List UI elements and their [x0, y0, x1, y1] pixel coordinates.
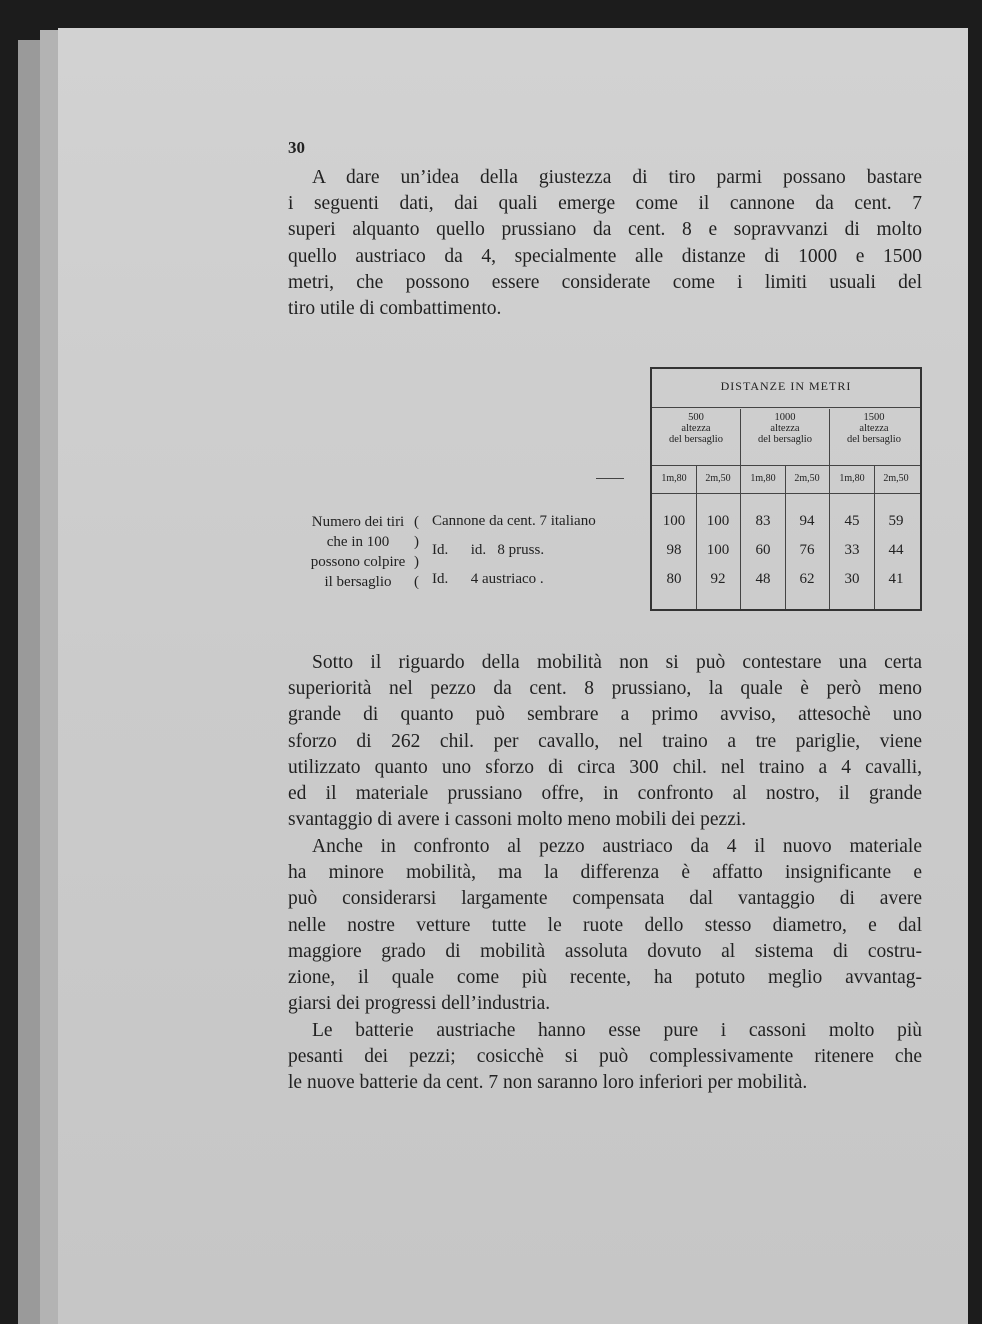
table-top-rule: [652, 367, 920, 369]
text-line: ha minore mobilità, ma la differenza è affatto insignificante e: [288, 862, 922, 884]
text-line: sforzo di 262 chil. per cavallo, nel traino a tre pariglie, viene: [288, 730, 922, 752]
text-line: le nuove batterie da cent. 7 non saranno loro inferiori per mobilità.: [288, 1072, 808, 1094]
table-cell: 44: [888, 542, 904, 558]
text-line: svantaggio di avere i cassoni molto meno mobili dei pezzi.: [288, 809, 747, 831]
table-cell: 100: [706, 513, 730, 529]
table-cell: 100: [662, 513, 686, 529]
target-height: 2m,50: [705, 473, 731, 484]
table-cell: 80: [666, 571, 682, 587]
table-cell: 98: [666, 542, 682, 558]
table-rule: [652, 493, 920, 494]
text-line: superiorità nel pezzo da cent. 8 prussiano, la quale è però meno: [288, 678, 922, 700]
text-line: Anche in confronto al pezzo austriaco da 4 il nuovo materiale: [312, 836, 922, 857]
text-line: ed il materiale prussiano offre, in confronto al nostro, il grande: [288, 783, 922, 805]
gun-label: Id. 4 austriaco .: [432, 571, 544, 587]
text-line: i seguenti dati, dai quali emerge come il cannone da cent. 7: [288, 193, 922, 215]
text-line: pesanti dei pezzi; cosicchè si può complessivamente ritenere che: [288, 1046, 922, 1068]
gun-label: Cannone da cent. 7 italiano: [432, 513, 596, 529]
accuracy-table: [650, 367, 922, 611]
table-cell: 100: [706, 542, 730, 558]
text-line: zione, il quale come più recente, ha potuto meglio avvantag-: [288, 967, 922, 989]
table-cell: 76: [799, 542, 815, 558]
table-cell: 30: [844, 571, 860, 587]
brace-mark: ( ) ) (: [414, 514, 419, 590]
table-cell: 41: [888, 571, 904, 587]
table-rule: [652, 407, 920, 408]
text-line: A dare un’idea della giustezza di tiro parmi possano bastare: [312, 167, 922, 188]
text-line: metri, che possono essere considerate come i limiti usuali del: [288, 271, 922, 293]
gun-label: Id. id. 8 pruss.: [432, 542, 545, 558]
table-cell: 60: [755, 542, 771, 558]
target-height: 1m,80: [750, 473, 776, 484]
table-rule: [652, 465, 920, 466]
distance-header-500: 500 altezza del bersaglio: [669, 412, 723, 445]
target-height: 2m,50: [794, 473, 820, 484]
target-height: 1m,80: [661, 473, 687, 484]
text-line: Le batterie austriache hanno esse pure i cassoni molto più: [312, 1020, 922, 1041]
text-line: grande di quanto può sembrare a primo avviso, attesochè uno: [288, 704, 922, 726]
table-cell: 33: [844, 542, 860, 558]
text-line: giarsi dei progressi dell’industria.: [288, 993, 551, 1015]
row-group-label: Numero dei tiri che in 100 possono colpire il bersaglio: [310, 514, 406, 590]
target-height: 2m,50: [883, 473, 909, 484]
target-height: 1m,80: [839, 473, 865, 484]
text-line: nelle nostre vetture tutte le ruote dello stesso diametro, e dal: [288, 914, 922, 936]
paragraph-mobility: [288, 650, 922, 833]
table-dash: [596, 478, 624, 479]
table-cell: 94: [799, 513, 815, 529]
text-line: quello austriaco da 4, specialmente alle distanze di 1000 e 1500: [288, 245, 922, 267]
distance-header-1500: 1500 altezza del bersaglio: [847, 412, 901, 445]
text-line: utilizzato quanto uno sforzo di circa 300 chil. nel traino a 4 cavalli,: [288, 756, 922, 778]
table-cell: 83: [755, 513, 771, 529]
table-cell: 45: [844, 513, 860, 529]
page-number: 30: [288, 138, 305, 157]
text-line: superi alquanto quello prussiano da cent. 8 e sopravvanzi di molto: [288, 219, 922, 241]
table-cell: 92: [710, 571, 726, 587]
text-line: Sotto il riguardo della mobilità non si può contestare una certa: [312, 652, 922, 673]
table-title: DISTANZE IN METRI: [720, 379, 852, 393]
text-line: può considerarsi largamente compensata dal vantaggio di avere: [288, 888, 922, 910]
table-cell: 48: [755, 571, 771, 587]
text-line: tiro utile di combattimento.: [288, 298, 502, 320]
paragraph-batteries: [288, 1018, 922, 1097]
paragraph-intro: [288, 165, 922, 322]
table-cell: 62: [799, 571, 815, 587]
table-cell: 59: [888, 513, 904, 529]
paragraph-austrian: [288, 834, 922, 1017]
text-line: maggiore grado di mobilità assoluta dovuto al sistema di costru-: [288, 940, 922, 962]
distance-header-1000: 1000 altezza del bersaglio: [758, 412, 812, 445]
